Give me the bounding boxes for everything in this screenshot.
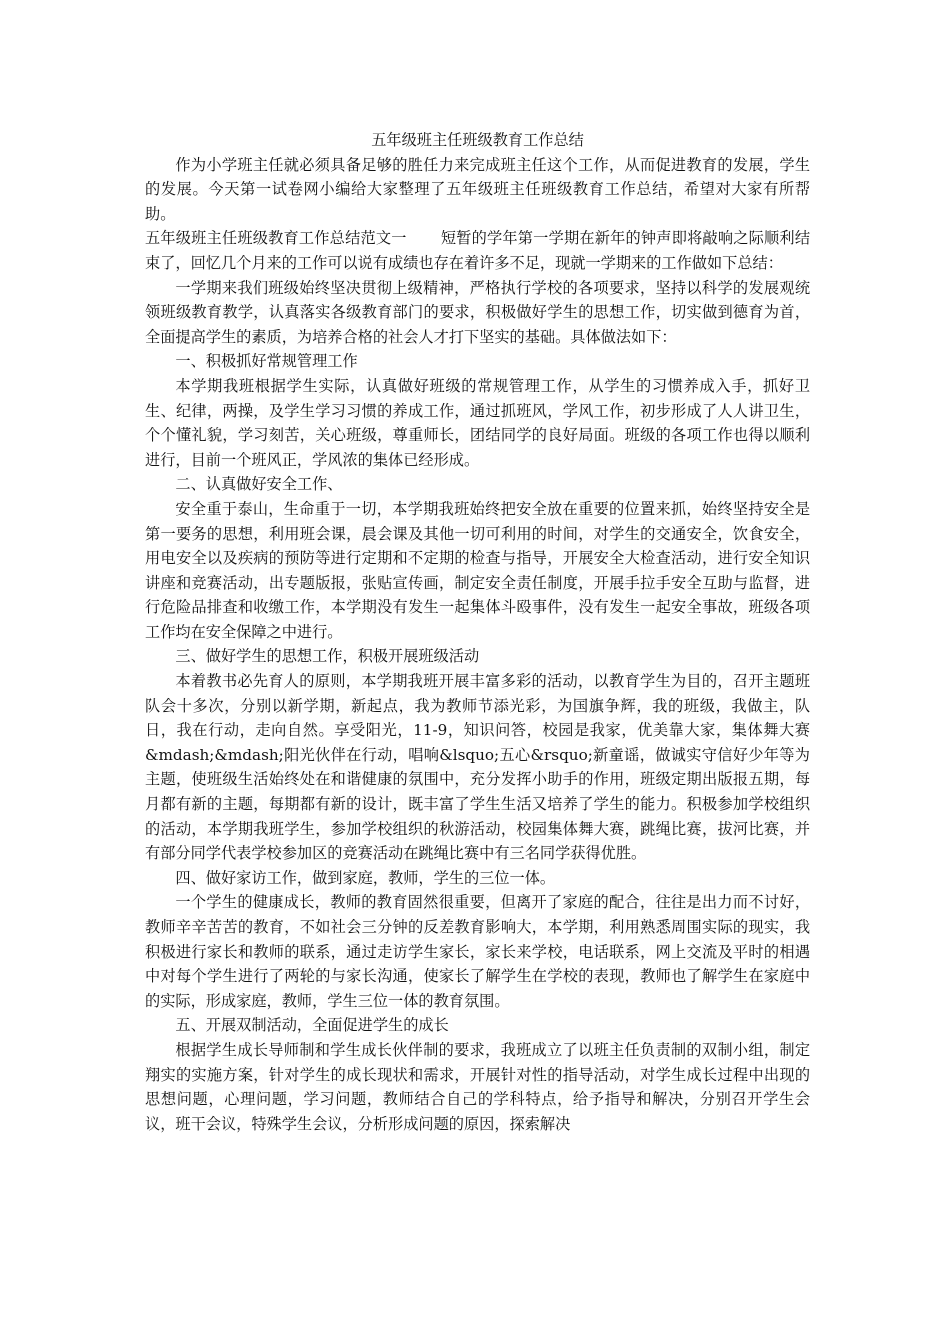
sample-heading: 五年级班主任班级教育工作总结范文一	[145, 229, 407, 248]
section-heading-1: 一、积极抓好常规管理工作	[175, 352, 358, 371]
section-heading-5: 五、开展双制活动，全面促进学生的成长	[175, 1016, 449, 1035]
section-body-4: 一个学生的健康成长，教师的教育固然很重要，但离开了家庭的配合，往往是出力而不讨好，教师辛辛苦苦的教育，不如社会三分钟的反差教育影响大，本学期，利用熟悉周围实际的现实，我积极进行家长和教师的联系，通过走访学生家长，家长来学校，电话联系，网上交流及平时的相遇中对每个学生进行了两轮的与家长沟通，使家长了解学生在学校的表现，教师也了解学生在家庭中的实际，形成家庭，教师，学生三位一体的教育氛围。	[145, 893, 810, 1010]
sample-paragraph	[145, 226, 810, 275]
document-title: 五年级班主任班级教育工作总结	[371, 131, 584, 149]
intro-paragraph: 作为小学班主任就必须具备足够的胜任力来完成班主任这个工作，从而促进教育的发展，学生的发展。今天第一试卷网小编给大家整理了五年级班主任班级教育工作总结，希望对大家有所帮助。	[145, 155, 810, 223]
section-body-3: 本着教书必先育人的原则，本学期我班开展丰富多彩的活动，以教育学生为目的，召开主题班队会十多次，分别以新学期，新起点，我为教师节添光彩，为国旗争辉，我的班级，我做主，队日，我在行动，走向自然。享受阳光，11-9，知识问答，校园是我家，优美靠大家，集体舞大赛&mdash;&mdash;阳光伙伴在行动，唱响&lsquo;五心&rsquo;新童谣，做诚实守信好少年等为主题，使班级生活始终处在和谐健康的氛围中，充分发挥小助手的作用，班级定期出版报五期，每月都有新的主题，每期都有新的设计，既丰富了学生生活又培养了学生的能力。积极参加学校组织的活动，本学期我班学生，参加学校组织的秋游活动，校园集体舞大赛，跳绳比赛，拔河比赛，并有部分同学代表学校参加区的竞赛活动在跳绳比赛中有三名同学获得优胜。	[145, 672, 810, 863]
overview-paragraph: 一学期来我们班级始终坚决贯彻上级精神，严格执行学校的各项要求，坚持以科学的发展观统领班级教育教学，认真落实各级教育部门的要求，积极做好学生的思想工作，切实做到德育为首，全面提高学生的素质，为培养合格的社会人才打下坚实的基础。具体做法如下：	[145, 278, 810, 346]
section-body-5: 根据学生成长导师制和学生成长伙伴制的要求，我班成立了以班主任负责制的双制小组，制定翔实的实施方案，针对学生的成长现状和需求，开展针对性的指导活动，对学生成长过程中出现的思想问题，心理问题，学习问题，教师结合自己的学科特点，给予指导和解决，分别召开学生会议，班干会议，特殊学生会议，分析形成问题的原因，探索解决	[145, 1040, 810, 1133]
section-body-1: 本学期我班根据学生实际，认真做好班级的常规管理工作，从学生的习惯养成入手，抓好卫生、纪律，两操，及学生学习习惯的养成工作，通过抓班风，学风工作，初步形成了人人讲卫生，个个懂礼貌，学习刻苦，关心班级，尊重师长，团结同学的良好局面。班级的各项工作也得以顺利进行，目前一个班风正，学风浓的集体已经形成。	[145, 376, 810, 469]
section-heading-3: 三、做好学生的思想工作，积极开展班级活动	[175, 647, 480, 666]
section-heading-4: 四、做好家访工作，做到家庭，教师，学生的三位一体。	[175, 868, 556, 887]
sample-opening: 短暂的学年第一学期在新年的钟声即将敲响之际顺利结束了，回忆几个月来的工作可以说有成绩也存在着许多不足，现就一学期来的工作做如下总结：	[145, 229, 811, 272]
section-body-2: 安全重于泰山，生命重于一切，本学期我班始终把安全放在重要的位置来抓，始终坚持安全是第一要务的思想，利用班会课，晨会课及其他一切可利用的时间，对学生的交通安全，饮食安全，用电安全以及疾病的预防等进行定期和不定期的检查与指导，开展安全大检查活动，进行安全知识讲座和竞赛活动，出专题版报，张贴宣传画，制定安全责任制度，开展手拉手安全互助与监督，进行危险品排查和收缴工作，本学期没有发生一起集体斗殴事件，没有发生一起安全事故，班级各项工作均在安全保障之中进行。	[145, 499, 810, 641]
document-page	[145, 128, 810, 1136]
section-heading-2: 二、认真做好安全工作、	[175, 475, 343, 494]
